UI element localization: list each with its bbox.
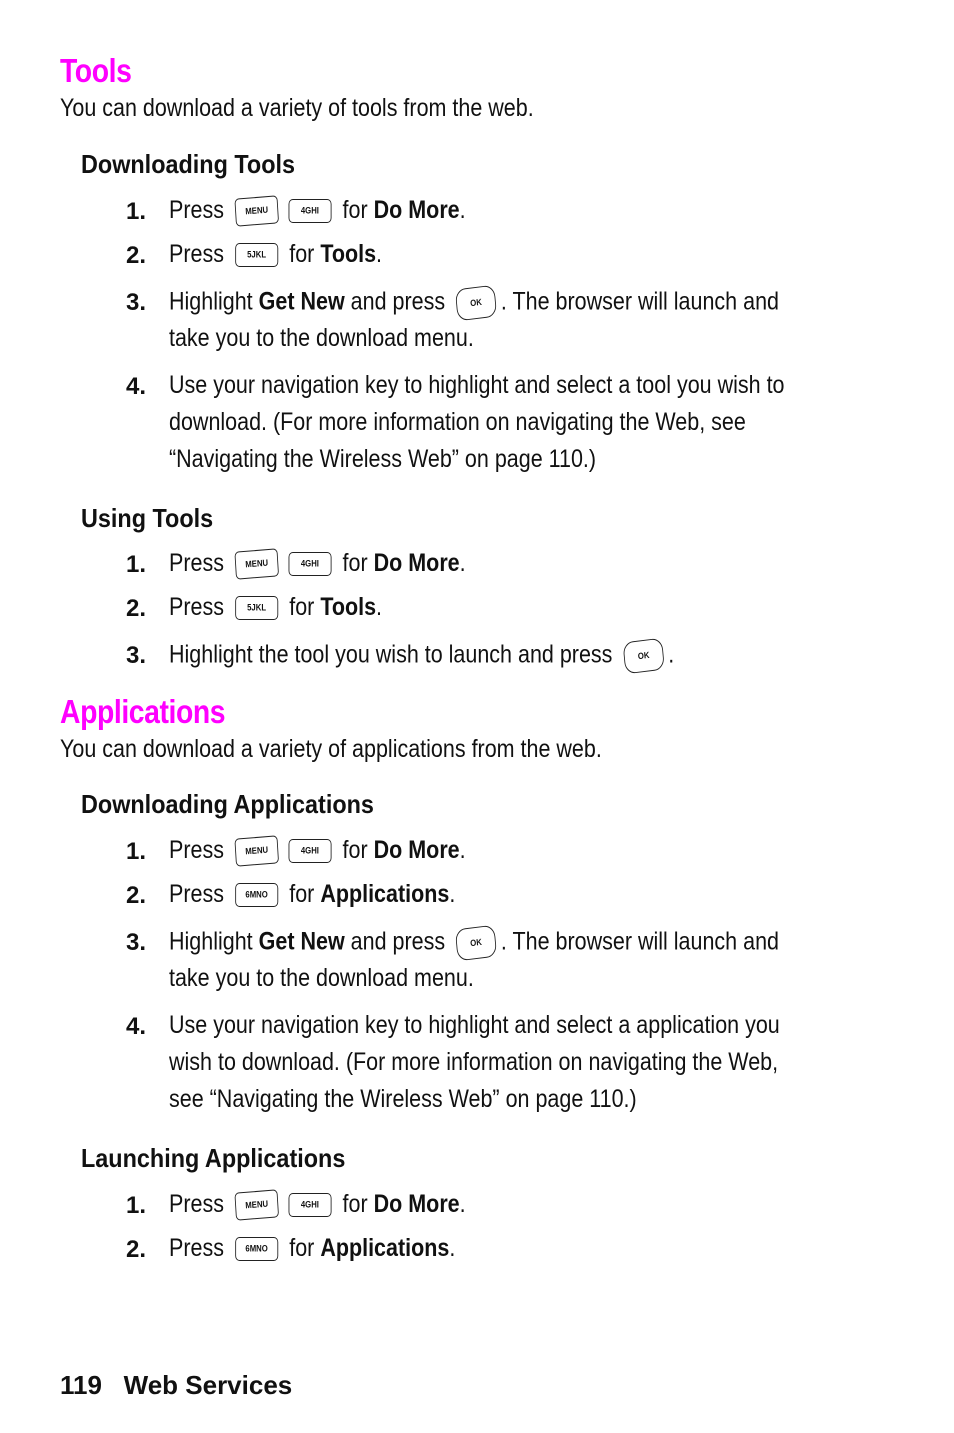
step-text: Press MENU 4GHI for Do More. [169,549,466,578]
step-text: Use your navigation key to highlight and select a application you [169,1011,780,1039]
page-number: 119 [60,1370,102,1400]
5jkl-key-icon: 5JKL [235,596,278,620]
step-text: Press 5JKL for Tools. [169,240,383,268]
menu-key-icon: MENU [234,1190,279,1221]
step-number: 4. [126,1013,147,1040]
step-text: Use your navigation key to highlight and select a tool you wish to [169,371,785,399]
step-number: 1. [126,551,147,578]
subsection-title-using-tools: Using Tools [81,503,214,533]
step-number: 2. [126,595,147,622]
subsection-title-downloading-tools: Downloading Tools [81,149,296,179]
step-number: 3. [126,289,147,316]
4ghi-key-icon: 4GHI [288,199,331,223]
step-text-continued: wish to download. (For more information on navigating the Web, [169,1048,779,1076]
page-footer [60,1370,292,1401]
4ghi-key-icon: 4GHI [288,552,331,576]
menu-key-icon: MENU [234,836,279,867]
section-title-tools: Tools [60,52,132,89]
4ghi-key-icon: 4GHI [288,1193,331,1217]
step-text: Highlight the tool you wish to launch and press OK . [169,640,674,672]
step-number: 1. [126,198,147,225]
ok-key-icon: OK [622,638,664,675]
section-intro-applications: You can download a variety of applications from the web. [60,735,602,763]
6mno-key-icon: 6MNO [235,883,278,907]
step-text: Press MENU 4GHI for Do More. [169,1190,466,1219]
step-text: Press MENU 4GHI for Do More. [169,196,466,225]
step-number: 3. [126,642,147,669]
step-text-continued: “Navigating the Wireless Web” on page 110.) [169,445,597,473]
step-text-continued: download. (For more information on navigating the Web, see [169,408,746,436]
step-number: 1. [126,838,147,865]
subsection-title-downloading-applications: Downloading Applications [81,789,374,819]
step-text: Press 5JKL for Tools. [169,593,383,621]
6mno-key-icon: 6MNO [235,1237,278,1261]
step-number: 3. [126,929,147,956]
step-number: 1. [126,1192,147,1219]
5jkl-key-icon: 5JKL [235,243,278,267]
step-text: Press 6MNO for Applications. [169,1234,456,1262]
step-number: 2. [126,1236,147,1263]
section-title-applications: Applications [60,693,226,730]
ok-key-icon: OK [455,925,497,962]
step-text: Press 6MNO for Applications. [169,880,456,908]
step-text-continued: take you to the download menu. [169,964,474,992]
step-number: 2. [126,242,147,269]
ok-key-icon: OK [455,285,497,322]
step-text: Press MENU 4GHI for Do More. [169,836,466,865]
menu-key-icon: MENU [234,549,279,580]
subsection-title-launching-applications: Launching Applications [81,1143,346,1173]
menu-key-icon: MENU [234,196,279,227]
step-number: 2. [126,882,147,909]
step-text-continued: take you to the download menu. [169,324,474,352]
section-intro-tools: You can download a variety of tools from the web. [60,94,534,122]
4ghi-key-icon: 4GHI [288,839,331,863]
step-number: 4. [126,373,147,400]
step-text: Highlight Get New and press OK . The browser will launch and [169,927,779,959]
footer-label: Web Services [123,1370,293,1400]
step-text: Highlight Get New and press OK . The browser will launch and [169,287,779,319]
step-text-continued: see “Navigating the Wireless Web” on page 110.) [169,1085,637,1113]
